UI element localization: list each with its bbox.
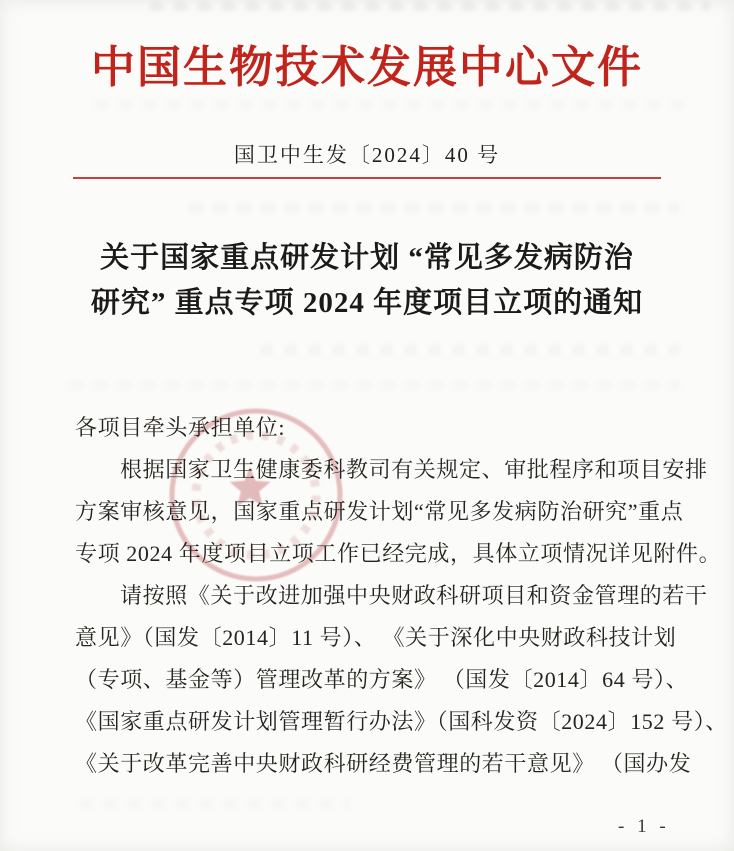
body-line: 请按照《关于改进加强中央财政科研项目和资金管理的若干 [120,583,708,608]
salutation: 各项目牵头承担单位: [75,415,286,440]
notice-title [0,236,734,326]
body-line: 《国家重点研发计划管理暂行办法》（国科发资〔2024〕152 号）、 [75,709,728,734]
scan-bleed-through [80,799,350,809]
body-line: （专项、基金等）管理改革的方案》 （国发〔2014〕64 号）、 [75,667,689,692]
document-reference-number: 国卫中生发〔2024〕40 号 [233,143,501,167]
org-header-title: 中国生物技术发展中心文件 [91,43,643,92]
scan-bleed-through [260,345,680,355]
scan-bleed-through [190,203,680,213]
scan-bleed-through [70,380,680,390]
body-line: 专项 2024 年度项目立项工作已经完成，具体立项情况详见附件。 [75,541,722,566]
page-number: - 1 - [618,816,670,837]
scan-bleed-through [150,1,710,11]
notice-title-line1: 关于国家重点研发计划 “常见多发病防治 [100,242,634,274]
scan-bleed-through [95,100,685,110]
body-line: 根据国家卫生健康委科教司有关规定、审批程序和项目安排 [120,457,708,482]
notice-title-line2: 研究” 重点专项 2024 年度项目立项的通知 [90,287,644,319]
body-line: 方案审核意见，国家重点研发计划“常见多发病防治研究”重点 [75,499,684,524]
body-line: 《关于改革完善中央财政科研经费管理的若干意见》 （国办发 [75,751,692,776]
document-body [75,407,728,785]
body-line: 意见》（国发〔2014〕11 号）、 《关于深化中央财政科技计划 [75,625,677,650]
red-divider-line [73,177,661,179]
